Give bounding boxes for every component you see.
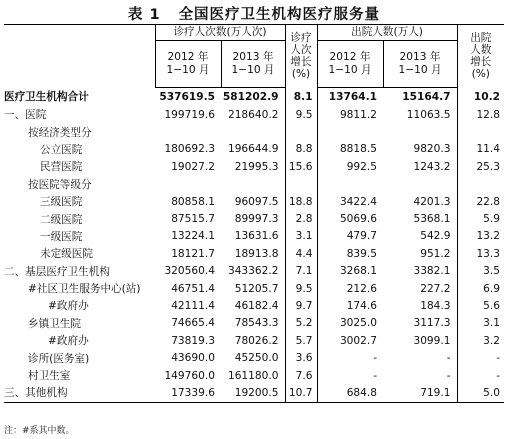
- row-label: 二级医院: [40, 213, 83, 226]
- cell-i2013: 15164.7: [402, 91, 451, 103]
- cell-vg: 7.6: [285, 367, 317, 384]
- cell-i2012: 8818.5: [317, 141, 383, 158]
- cell-vg: 8.1: [285, 88, 317, 107]
- cell-i2012: 684.8: [317, 384, 383, 402]
- row-label: 诊所(医务室): [28, 352, 90, 365]
- cell-i2012: 3025.0: [317, 315, 383, 332]
- cell-i2013: 719.1: [420, 386, 451, 399]
- cell-v2013: 51205.7: [234, 282, 279, 295]
- cell-vg: 3.1: [285, 228, 317, 245]
- cell-i2013: 3382.1: [413, 265, 451, 278]
- cell-ig: 3.2: [457, 332, 504, 349]
- header-inpatient-2012: [317, 41, 383, 88]
- cell-ig: 3.5: [457, 263, 504, 280]
- header-visits-2012: [155, 41, 221, 88]
- cell-i2012: 3422.4: [317, 193, 383, 210]
- cell-v2013: 161180.0: [227, 369, 279, 382]
- table-row: [4, 315, 504, 332]
- cell-v2012: 18121.7: [171, 247, 215, 260]
- table-row: [4, 176, 504, 193]
- cell-v2012: 320560.4: [164, 265, 215, 278]
- cell-i2013: 9820.3: [413, 143, 451, 156]
- row-label: 按医院等级分: [28, 178, 92, 191]
- cell-v2012: 80858.1: [171, 195, 215, 208]
- cell-v2013: 45250.0: [234, 352, 279, 365]
- table-row: [4, 158, 504, 175]
- header-visits-2012-text: 2012 年 1−10 月: [166, 51, 210, 76]
- row-label: 按经济类型分: [28, 126, 92, 139]
- cell-vg: [285, 123, 317, 140]
- table-row: [4, 297, 504, 314]
- cell-v2012: 19027.2: [171, 160, 215, 173]
- cell-vg: 4.4: [285, 245, 317, 262]
- table-row: [4, 332, 504, 349]
- cell-v2012: 43690.0: [171, 352, 215, 365]
- cell-v2013: [221, 123, 285, 140]
- cell-ig: 5.0: [457, 384, 504, 402]
- cell-v2012: 17339.6: [171, 386, 215, 399]
- cell-vg: 9.5: [285, 280, 317, 297]
- table-row: [4, 263, 504, 280]
- header-inpatient-growth-text: 出院人数增长(%): [470, 32, 492, 81]
- row-label: 民营医院: [40, 161, 83, 174]
- table-row: [4, 88, 504, 107]
- cell-ig: 11.4: [457, 141, 504, 158]
- table-row: [4, 141, 504, 158]
- cell-v2013: 13631.6: [234, 230, 279, 243]
- header-inpatient-2013: [383, 41, 457, 88]
- statistics-table: [4, 24, 504, 403]
- cell-i2012: 212.6: [317, 280, 383, 297]
- header-visits-2013-text: 2013 年 1−10 月: [231, 51, 275, 76]
- header-inpatient-growth: [457, 25, 504, 88]
- cell-vg: 3.6: [285, 349, 317, 366]
- cell-vg: 9.5: [285, 106, 317, 123]
- cell-vg: 2.8: [285, 210, 317, 227]
- cell-i2013: [383, 123, 457, 140]
- header-inpatient-2012-text: 2012 年 1−10 月: [328, 51, 372, 76]
- cell-v2012: 149760.0: [164, 369, 215, 382]
- row-label: 村卫生室: [28, 370, 71, 383]
- cell-i2013: 227.2: [420, 282, 451, 295]
- cell-ig: 22.8: [457, 193, 504, 210]
- cell-i2013: 951.2: [420, 247, 451, 260]
- cell-v2013: 581202.9: [222, 91, 279, 103]
- table-number: 表 1: [127, 7, 161, 23]
- cell-v2012: 73819.3: [171, 334, 215, 347]
- cell-v2013: 343362.2: [227, 265, 279, 278]
- cell-ig: 5.9: [457, 210, 504, 227]
- cell-v2013: 96097.5: [234, 195, 279, 208]
- cell-v2013: 196644.9: [227, 143, 279, 156]
- cell-v2012: 13224.1: [171, 230, 215, 243]
- row-label: 乡镇卫生院: [28, 317, 81, 330]
- cell-v2013: [221, 176, 285, 193]
- cell-i2013: 184.3: [420, 299, 451, 312]
- cell-i2013: 3099.1: [413, 334, 451, 347]
- cell-i2013: 3117.3: [413, 317, 451, 330]
- cell-v2012: [155, 123, 221, 140]
- cell-i2013: -: [446, 352, 451, 365]
- cell-ig: 5.6: [457, 297, 504, 314]
- cell-v2013: 19200.5: [234, 386, 279, 399]
- cell-vg: 15.6: [285, 158, 317, 175]
- cell-i2013: 4201.3: [413, 195, 451, 208]
- row-label: #政府办: [48, 335, 89, 348]
- table-row: [4, 228, 504, 245]
- cell-v2012: 74665.4: [171, 317, 215, 330]
- header-inpatient-group: 出院人数(万人): [317, 25, 457, 41]
- cell-ig: [457, 176, 504, 193]
- table-row: [4, 280, 504, 297]
- cell-i2013: -: [446, 369, 451, 382]
- table-row: [4, 106, 504, 123]
- cell-i2013: 542.9: [420, 230, 451, 243]
- cell-ig: 12.8: [457, 106, 504, 123]
- row-label: 三级医院: [40, 196, 83, 209]
- cell-v2013: 78543.3: [234, 317, 279, 330]
- cell-v2013: 18913.8: [234, 247, 279, 260]
- table-row: [4, 123, 504, 140]
- row-label: 一、医院: [4, 109, 47, 122]
- table-row: [4, 210, 504, 227]
- cell-i2012: 3002.7: [317, 332, 383, 349]
- cell-v2013: 78026.2: [234, 334, 279, 347]
- cell-i2012: 3268.1: [317, 263, 383, 280]
- cell-vg: 5.2: [285, 315, 317, 332]
- cell-vg: 7.1: [285, 263, 317, 280]
- cell-ig: 3.1: [457, 315, 504, 332]
- row-label: #社区卫生服务中心(站): [28, 283, 141, 296]
- cell-i2013: 11063.5: [406, 108, 451, 121]
- cell-v2012: 42111.4: [171, 299, 215, 312]
- row-label: 一级医院: [40, 230, 83, 243]
- cell-i2012: -: [317, 349, 383, 366]
- cell-ig: -: [457, 349, 504, 366]
- cell-v2012: 180692.3: [164, 143, 215, 156]
- cell-ig: 25.3: [457, 158, 504, 175]
- cell-i2012: 9811.2: [317, 106, 383, 123]
- header-visits-2013: [221, 41, 285, 88]
- table-body: [4, 88, 504, 403]
- cell-ig: 13.3: [457, 245, 504, 262]
- header-visits-group: 诊疗人次数(万人次): [155, 25, 285, 41]
- cell-v2013: 46182.4: [234, 299, 279, 312]
- cell-ig: -: [457, 367, 504, 384]
- header-visits-growth: [285, 25, 317, 88]
- row-label: #政府办: [48, 300, 89, 313]
- header-inpatient-2013-text: 2013 年 1−10 月: [398, 51, 442, 76]
- footnote: 注：#系其中数。: [4, 426, 75, 436]
- cell-i2012: 174.6: [317, 297, 383, 314]
- cell-i2013: [383, 176, 457, 193]
- table-title: [0, 3, 508, 24]
- row-label: 医疗卫生机构合计: [4, 91, 89, 104]
- table-row: [4, 384, 504, 402]
- cell-i2012: 13764.1: [317, 88, 383, 107]
- cell-vg: 5.7: [285, 332, 317, 349]
- cell-v2013: 21995.3: [234, 160, 279, 173]
- table-row: [4, 245, 504, 262]
- cell-i2012: 839.5: [317, 245, 383, 262]
- cell-i2013: 5368.1: [413, 213, 451, 226]
- table-row: [4, 193, 504, 210]
- cell-v2012: 199719.6: [164, 108, 215, 121]
- row-label: 未定级医院: [40, 248, 93, 261]
- cell-vg: 18.8: [285, 193, 317, 210]
- cell-ig: 6.9: [457, 280, 504, 297]
- cell-i2012: 5069.6: [317, 210, 383, 227]
- cell-v2012: 537619.5: [159, 91, 215, 103]
- row-label: 三、其他机构: [4, 387, 68, 400]
- cell-vg: 8.8: [285, 141, 317, 158]
- cell-v2012: 87515.7: [171, 213, 215, 226]
- cell-ig: 13.2: [457, 228, 504, 245]
- cell-vg: 9.7: [285, 297, 317, 314]
- cell-i2012: [317, 176, 383, 193]
- table-row: [4, 349, 504, 366]
- cell-vg: [285, 176, 317, 193]
- header-visits-growth-text: 诊疗人次增长(%): [290, 32, 312, 81]
- table-row: [4, 367, 504, 384]
- row-label: 公立医院: [40, 143, 83, 156]
- cell-v2013: 218640.2: [227, 108, 279, 121]
- header-blank: [4, 25, 155, 88]
- cell-v2012: 46751.4: [171, 282, 215, 295]
- row-label: 二、基层医疗卫生机构: [4, 265, 110, 278]
- cell-i2012: 479.7: [317, 228, 383, 245]
- table-title-text: 全国医疗卫生机构医疗服务量: [178, 7, 381, 23]
- cell-v2012: [155, 176, 221, 193]
- cell-i2013: 1243.2: [413, 160, 451, 173]
- cell-ig: 10.2: [457, 88, 504, 107]
- cell-v2013: 89997.3: [234, 213, 279, 226]
- cell-i2012: [317, 123, 383, 140]
- cell-ig: [457, 123, 504, 140]
- cell-vg: 10.7: [285, 384, 317, 402]
- cell-i2012: 992.5: [317, 158, 383, 175]
- cell-i2012: -: [317, 367, 383, 384]
